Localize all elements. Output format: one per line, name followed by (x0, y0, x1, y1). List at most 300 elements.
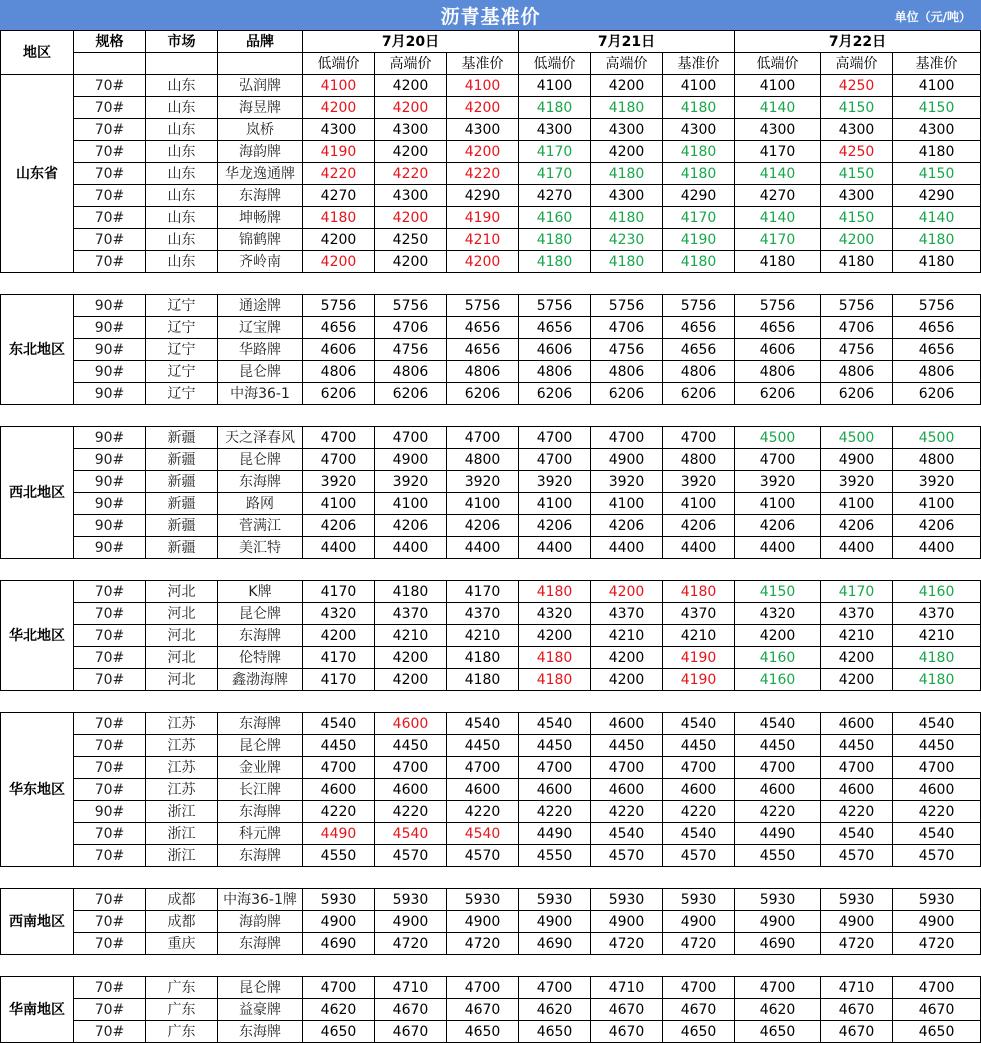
market-cell: 江苏 (146, 779, 218, 801)
price-cell: 4700 (519, 427, 591, 449)
header-date-3: 7月22日 (735, 31, 981, 53)
price-cell: 4100 (519, 75, 591, 97)
price-cell: 4690 (735, 933, 821, 955)
header-date-1: 7月20日 (303, 31, 519, 53)
price-cell: 3920 (375, 471, 447, 493)
price-cell: 4170 (663, 207, 735, 229)
group-separator (1, 273, 981, 295)
market-cell: 山东 (146, 141, 218, 163)
price-cell: 4650 (893, 1021, 981, 1043)
price-cell: 5756 (519, 295, 591, 317)
market-cell: 山东 (146, 97, 218, 119)
price-cell: 4210 (663, 625, 735, 647)
price-cell: 4140 (893, 207, 981, 229)
price-cell: 4180 (591, 97, 663, 119)
price-cell: 5930 (893, 889, 981, 911)
header-date-2: 7月21日 (519, 31, 735, 53)
price-cell: 4620 (735, 999, 821, 1021)
table-row (1, 647, 981, 669)
price-cell: 4206 (303, 515, 375, 537)
price-cell: 4656 (447, 317, 519, 339)
price-cell: 4570 (375, 845, 447, 867)
price-cell: 4210 (821, 625, 893, 647)
header-low-price: 低端价 (735, 53, 821, 75)
price-cell: 4200 (519, 625, 591, 647)
spec-cell: 70# (74, 889, 146, 911)
spec-cell: 70# (74, 207, 146, 229)
brand-cell: 海韵牌 (218, 141, 303, 163)
price-cell: 4900 (663, 911, 735, 933)
table-row (1, 735, 981, 757)
price-cell: 4180 (519, 251, 591, 273)
price-cell: 4370 (591, 603, 663, 625)
price-cell: 4200 (375, 75, 447, 97)
price-cell: 4600 (447, 779, 519, 801)
price-cell: 4450 (735, 735, 821, 757)
price-cell: 4700 (303, 757, 375, 779)
price-cell: 4490 (519, 823, 591, 845)
group-separator (1, 405, 981, 427)
price-cell: 4756 (591, 339, 663, 361)
price-cell: 5756 (821, 295, 893, 317)
price-cell: 4400 (893, 537, 981, 559)
price-cell: 4700 (663, 757, 735, 779)
market-cell: 辽宁 (146, 383, 218, 405)
price-cell: 4220 (447, 163, 519, 185)
brand-cell: 东海牌 (218, 471, 303, 493)
price-cell: 4710 (821, 977, 893, 999)
spec-cell: 70# (74, 97, 146, 119)
price-cell: 4150 (821, 97, 893, 119)
brand-cell: 美汇特 (218, 537, 303, 559)
price-cell: 4690 (519, 933, 591, 955)
price-cell: 4290 (663, 185, 735, 207)
price-cell: 4670 (591, 999, 663, 1021)
price-cell: 4206 (375, 515, 447, 537)
price-cell: 4806 (375, 361, 447, 383)
price-cell: 4706 (591, 317, 663, 339)
price-cell: 4900 (821, 911, 893, 933)
table-row (1, 185, 981, 207)
brand-cell: 科元牌 (218, 823, 303, 845)
price-cell: 4220 (735, 801, 821, 823)
spec-cell: 70# (74, 229, 146, 251)
price-cell: 4210 (447, 625, 519, 647)
price-cell: 4900 (375, 911, 447, 933)
price-cell: 4180 (519, 97, 591, 119)
market-cell: 新疆 (146, 493, 218, 515)
price-cell: 4670 (663, 999, 735, 1021)
price-cell: 4570 (663, 845, 735, 867)
price-cell: 4600 (735, 779, 821, 801)
market-cell: 浙江 (146, 845, 218, 867)
brand-cell: 东海牌 (218, 933, 303, 955)
header-market: 市场 (146, 31, 218, 53)
spec-cell: 70# (74, 581, 146, 603)
price-cell: 4600 (821, 713, 893, 735)
spec-cell: 90# (74, 383, 146, 405)
price-cell: 5930 (303, 889, 375, 911)
header-low-price: 低端价 (303, 53, 375, 75)
spec-cell: 70# (74, 119, 146, 141)
brand-cell: 坤畅牌 (218, 207, 303, 229)
price-cell: 3920 (663, 471, 735, 493)
region-cell: 西北地区 (1, 427, 74, 559)
brand-cell: 长江牌 (218, 779, 303, 801)
price-cell: 4200 (375, 251, 447, 273)
price-cell: 4270 (519, 185, 591, 207)
price-cell: 4700 (447, 977, 519, 999)
price-cell: 5756 (591, 295, 663, 317)
price-cell: 5756 (735, 295, 821, 317)
market-cell: 新疆 (146, 449, 218, 471)
price-cell: 4570 (447, 845, 519, 867)
price-cell: 4600 (663, 779, 735, 801)
price-cell: 4180 (447, 647, 519, 669)
price-cell: 4706 (821, 317, 893, 339)
price-cell: 4700 (447, 757, 519, 779)
price-cell: 4180 (591, 163, 663, 185)
table-row (1, 493, 981, 515)
header-empty (74, 53, 146, 75)
price-cell: 6206 (735, 383, 821, 405)
price-cell: 4670 (447, 999, 519, 1021)
price-cell: 4220 (519, 801, 591, 823)
price-cell: 4800 (447, 449, 519, 471)
price-cell: 4806 (821, 361, 893, 383)
price-cell: 4806 (591, 361, 663, 383)
price-cell: 4300 (375, 185, 447, 207)
price-cell: 4150 (821, 163, 893, 185)
header-high-price: 高端价 (591, 53, 663, 75)
price-cell: 4370 (821, 603, 893, 625)
price-cell: 3920 (821, 471, 893, 493)
price-cell: 4320 (735, 603, 821, 625)
price-cell: 4656 (735, 317, 821, 339)
table-row (1, 1021, 981, 1043)
price-cell: 4900 (591, 911, 663, 933)
price-cell: 4300 (735, 119, 821, 141)
price-cell: 4600 (375, 713, 447, 735)
price-cell: 4900 (893, 911, 981, 933)
market-cell: 河北 (146, 581, 218, 603)
table-row (1, 845, 981, 867)
group-separator (1, 559, 981, 581)
price-cell: 4700 (591, 757, 663, 779)
price-cell: 4670 (893, 999, 981, 1021)
price-cell: 4100 (663, 75, 735, 97)
price-cell: 4400 (735, 537, 821, 559)
price-cell: 4400 (303, 537, 375, 559)
market-cell: 河北 (146, 647, 218, 669)
price-cell: 4700 (375, 757, 447, 779)
price-cell: 4100 (447, 493, 519, 515)
header-high-price: 高端价 (821, 53, 893, 75)
header-base-price: 基准价 (663, 53, 735, 75)
brand-cell: 岚桥 (218, 119, 303, 141)
spec-cell: 90# (74, 361, 146, 383)
price-cell: 3920 (303, 471, 375, 493)
group-separator (1, 955, 981, 977)
price-cell: 4500 (821, 427, 893, 449)
title-bar (0, 0, 981, 30)
price-cell: 3920 (735, 471, 821, 493)
spec-cell: 70# (74, 1021, 146, 1043)
price-cell: 4140 (735, 207, 821, 229)
market-cell: 新疆 (146, 515, 218, 537)
price-cell: 4210 (591, 625, 663, 647)
table-row (1, 999, 981, 1021)
price-cell: 6206 (375, 383, 447, 405)
price-cell: 4200 (375, 647, 447, 669)
price-cell: 4170 (735, 141, 821, 163)
price-cell: 4190 (447, 207, 519, 229)
price-cell: 5756 (663, 295, 735, 317)
price-cell: 5756 (303, 295, 375, 317)
price-cell: 4600 (893, 779, 981, 801)
price-cell: 4200 (821, 229, 893, 251)
price-cell: 4370 (447, 603, 519, 625)
price-cell: 4600 (591, 713, 663, 735)
region-cell: 山东省 (1, 75, 74, 273)
price-cell: 4200 (375, 669, 447, 691)
price-cell: 4710 (375, 977, 447, 999)
price-cell: 4806 (735, 361, 821, 383)
price-cell: 3920 (447, 471, 519, 493)
page-title: 沥青基准价 (440, 5, 541, 28)
market-cell: 江苏 (146, 735, 218, 757)
brand-cell: 弘润牌 (218, 75, 303, 97)
price-cell: 4100 (735, 493, 821, 515)
price-cell: 5930 (821, 889, 893, 911)
price-cell: 4100 (663, 493, 735, 515)
price-cell: 4540 (447, 713, 519, 735)
price-cell: 4150 (893, 163, 981, 185)
brand-cell: 东海牌 (218, 625, 303, 647)
market-cell: 山东 (146, 75, 218, 97)
table-row (1, 779, 981, 801)
price-cell: 4656 (893, 339, 981, 361)
table-row (1, 141, 981, 163)
price-cell: 5756 (893, 295, 981, 317)
price-cell: 4170 (447, 581, 519, 603)
price-cell: 4540 (375, 823, 447, 845)
price-cell: 4200 (447, 97, 519, 119)
spec-cell: 90# (74, 449, 146, 471)
price-cell: 4160 (735, 647, 821, 669)
price-table (0, 30, 981, 1043)
spec-cell: 70# (74, 647, 146, 669)
price-cell: 4300 (821, 119, 893, 141)
price-cell: 4450 (591, 735, 663, 757)
price-cell: 4450 (447, 735, 519, 757)
spec-cell: 70# (74, 603, 146, 625)
price-cell: 4600 (303, 779, 375, 801)
brand-cell: 天之泽春风 (218, 427, 303, 449)
price-cell: 4180 (519, 229, 591, 251)
price-cell: 4700 (821, 757, 893, 779)
spec-cell: 90# (74, 537, 146, 559)
market-cell: 辽宁 (146, 295, 218, 317)
price-cell: 4700 (447, 427, 519, 449)
price-cell: 4500 (893, 427, 981, 449)
separator-cell (1, 867, 981, 889)
price-cell: 4206 (821, 515, 893, 537)
price-cell: 4806 (447, 361, 519, 383)
price-cell: 4700 (735, 757, 821, 779)
price-cell: 4270 (735, 185, 821, 207)
separator-cell (1, 273, 981, 295)
price-cell: 4100 (821, 493, 893, 515)
table-row (1, 207, 981, 229)
price-cell: 4206 (735, 515, 821, 537)
price-cell: 4300 (591, 119, 663, 141)
price-cell: 5930 (663, 889, 735, 911)
price-cell: 4700 (735, 977, 821, 999)
price-cell: 4150 (735, 581, 821, 603)
table-row (1, 889, 981, 911)
brand-cell: 海昱牌 (218, 97, 303, 119)
price-cell: 4806 (663, 361, 735, 383)
table-row (1, 229, 981, 251)
price-cell: 4620 (303, 999, 375, 1021)
price-cell: 4180 (663, 163, 735, 185)
price-cell: 4700 (519, 757, 591, 779)
price-cell: 4300 (821, 185, 893, 207)
price-cell: 4200 (591, 669, 663, 691)
price-cell: 3920 (519, 471, 591, 493)
price-cell: 4450 (375, 735, 447, 757)
price-cell: 4700 (735, 449, 821, 471)
price-cell: 4540 (663, 823, 735, 845)
price-cell: 4100 (375, 493, 447, 515)
brand-cell: 海韵牌 (218, 911, 303, 933)
price-cell: 4900 (735, 911, 821, 933)
price-cell: 4650 (519, 1021, 591, 1043)
price-cell: 4200 (303, 251, 375, 273)
price-cell: 4200 (591, 581, 663, 603)
price-cell: 4180 (519, 669, 591, 691)
spec-cell: 90# (74, 339, 146, 361)
spec-cell: 70# (74, 625, 146, 647)
price-cell: 4220 (663, 801, 735, 823)
spec-cell: 90# (74, 493, 146, 515)
brand-cell: 伦特牌 (218, 647, 303, 669)
brand-cell: 昆仑牌 (218, 977, 303, 999)
price-cell: 4606 (735, 339, 821, 361)
price-cell: 4600 (591, 779, 663, 801)
brand-cell: 昆仑牌 (218, 603, 303, 625)
brand-cell: 昆仑牌 (218, 449, 303, 471)
brand-cell: 中海36-1牌 (218, 889, 303, 911)
price-cell: 4150 (821, 207, 893, 229)
brand-cell: 金业牌 (218, 757, 303, 779)
market-cell: 山东 (146, 207, 218, 229)
price-cell: 4160 (519, 207, 591, 229)
price-cell: 4710 (591, 977, 663, 999)
market-cell: 浙江 (146, 823, 218, 845)
separator-cell (1, 691, 981, 713)
price-cell: 4620 (519, 999, 591, 1021)
price-cell: 4700 (519, 977, 591, 999)
price-cell: 5930 (519, 889, 591, 911)
price-cell: 4180 (303, 207, 375, 229)
price-cell: 4180 (519, 581, 591, 603)
price-cell: 4220 (375, 163, 447, 185)
price-cell: 4700 (375, 427, 447, 449)
price-cell: 4600 (375, 779, 447, 801)
separator-cell (1, 559, 981, 581)
price-cell: 4650 (447, 1021, 519, 1043)
price-cell: 4180 (893, 251, 981, 273)
market-cell: 河北 (146, 669, 218, 691)
price-cell: 4540 (519, 713, 591, 735)
price-cell: 4606 (519, 339, 591, 361)
market-cell: 浙江 (146, 801, 218, 823)
price-cell: 4400 (591, 537, 663, 559)
price-cell: 4490 (735, 823, 821, 845)
header-spec: 规格 (74, 31, 146, 53)
price-cell: 4100 (519, 493, 591, 515)
price-cell: 4570 (821, 845, 893, 867)
price-cell: 4650 (735, 1021, 821, 1043)
price-cell: 4320 (519, 603, 591, 625)
table-row (1, 427, 981, 449)
market-cell: 山东 (146, 163, 218, 185)
price-cell: 4370 (893, 603, 981, 625)
price-cell: 4656 (663, 317, 735, 339)
table-row (1, 977, 981, 999)
price-cell: 5930 (735, 889, 821, 911)
price-cell: 4700 (303, 449, 375, 471)
price-cell: 4400 (519, 537, 591, 559)
price-cell: 6206 (663, 383, 735, 405)
market-cell: 新疆 (146, 427, 218, 449)
price-cell: 4900 (821, 449, 893, 471)
price-cell: 4756 (375, 339, 447, 361)
price-cell: 4900 (375, 449, 447, 471)
price-cell: 4170 (303, 581, 375, 603)
market-cell: 重庆 (146, 933, 218, 955)
spec-cell: 70# (74, 977, 146, 999)
region-cell: 华北地区 (1, 581, 74, 691)
price-cell: 4700 (303, 427, 375, 449)
header-row-2 (1, 53, 981, 75)
price-cell: 4200 (735, 625, 821, 647)
price-cell: 4450 (821, 735, 893, 757)
price-cell: 4720 (893, 933, 981, 955)
price-cell: 4700 (663, 977, 735, 999)
price-cell: 4900 (591, 449, 663, 471)
price-cell: 4300 (447, 119, 519, 141)
price-cell: 4656 (519, 317, 591, 339)
price-cell: 4720 (375, 933, 447, 955)
price-cell: 4220 (303, 801, 375, 823)
brand-cell: 华路牌 (218, 339, 303, 361)
price-cell: 4100 (591, 493, 663, 515)
market-cell: 江苏 (146, 757, 218, 779)
brand-cell: 东海牌 (218, 713, 303, 735)
brand-cell: 东海牌 (218, 1021, 303, 1043)
spec-cell: 70# (74, 735, 146, 757)
price-cell: 4180 (591, 251, 663, 273)
price-cell: 4650 (303, 1021, 375, 1043)
brand-cell: 东海牌 (218, 801, 303, 823)
price-cell: 4300 (663, 119, 735, 141)
price-cell: 4540 (303, 713, 375, 735)
spec-cell: 70# (74, 779, 146, 801)
price-cell: 4206 (893, 515, 981, 537)
